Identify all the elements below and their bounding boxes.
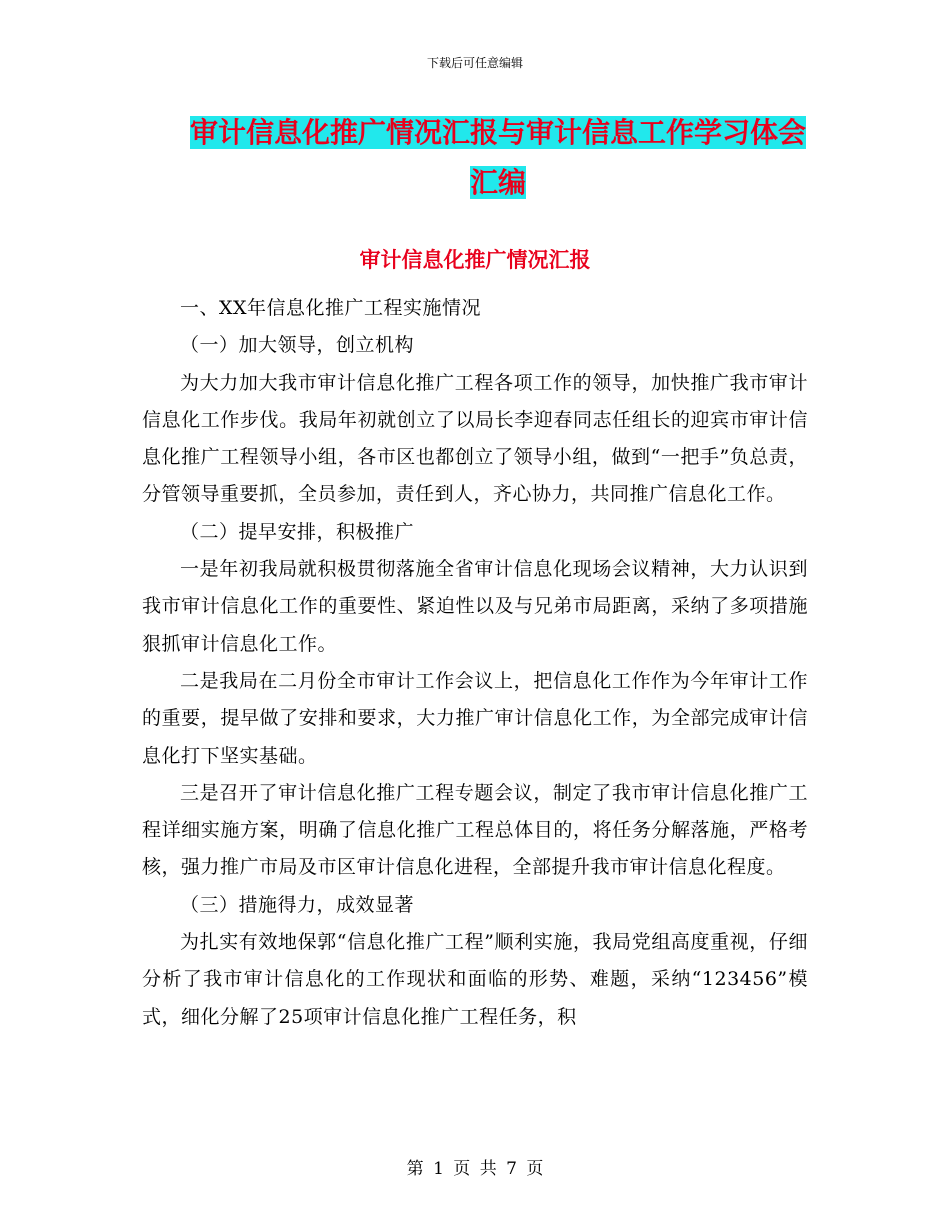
section-title: 审计信息化推广情况汇报 <box>359 248 591 272</box>
subheading-1: （一）加大领导，创立机构 <box>180 334 415 357</box>
page-number-footer: 第 1 页 共 7 页 <box>406 1159 544 1179</box>
subheading-3: （三）措施得力，成效显著 <box>180 893 415 916</box>
paragraph: 为大力加大我市审计信息化推广工程各项工作的领导，加快推广我市审计信息化工作步伐。我局年初就创立了以局长李迎春同志任组长的迎宾市审计信息化推广工程领导小组，各市区也都创立了领导小组，做到“一把手”负总责，分管领导重要抓，全员参加，责任到人，齐心协力，共同推广信息化工作。 <box>142 371 808 506</box>
paragraph: 一是年初我局就积极贯彻落施全省审计信息化现场会议精神，大力认识到我市审计信息化工作的重要性、紧迫性以及与兄弟市局距离，采纳了多项措施狠抓审计信息化工作。 <box>142 558 808 655</box>
paragraph: 三是召开了审计信息化推广工程专题会议，制定了我市审计信息化推广工程详细实施方案，明确了信息化推广工程总体目的，将任务分解落施，严格考核，强力推广市局及市区审计信息化进程，全部提升我市审计信息化程度。 <box>142 781 808 879</box>
paragraph: 二是我局在二月份全市审计工作会议上，把信息化工作作为今年审计工作的重要，提早做了安排和要求，大力推广审计信息化工作，为全部完成审计信息化打下坚实基础。 <box>142 669 808 767</box>
document-body <box>142 290 808 1036</box>
paragraph: 为扎实有效地保郭“信息化推广工程”顺利实施，我局党组高度重视，仔细分析了我市审计信息化的工作现状和面临的形势、难题，采纳“123456”模式，细化分解了25项审计信息化推广工程任务，积 <box>142 931 808 1028</box>
header-note: 下载后可任意编辑 <box>426 56 523 70</box>
subheading-2: （二）提早安排，积极推广 <box>180 520 415 543</box>
heading-1: 一、XX年信息化推广工程实施情况 <box>180 297 482 319</box>
document-title <box>190 108 806 208</box>
document-title-text: 审计信息化推广情况汇报与审计信息工作学习体会汇编 <box>190 116 807 199</box>
